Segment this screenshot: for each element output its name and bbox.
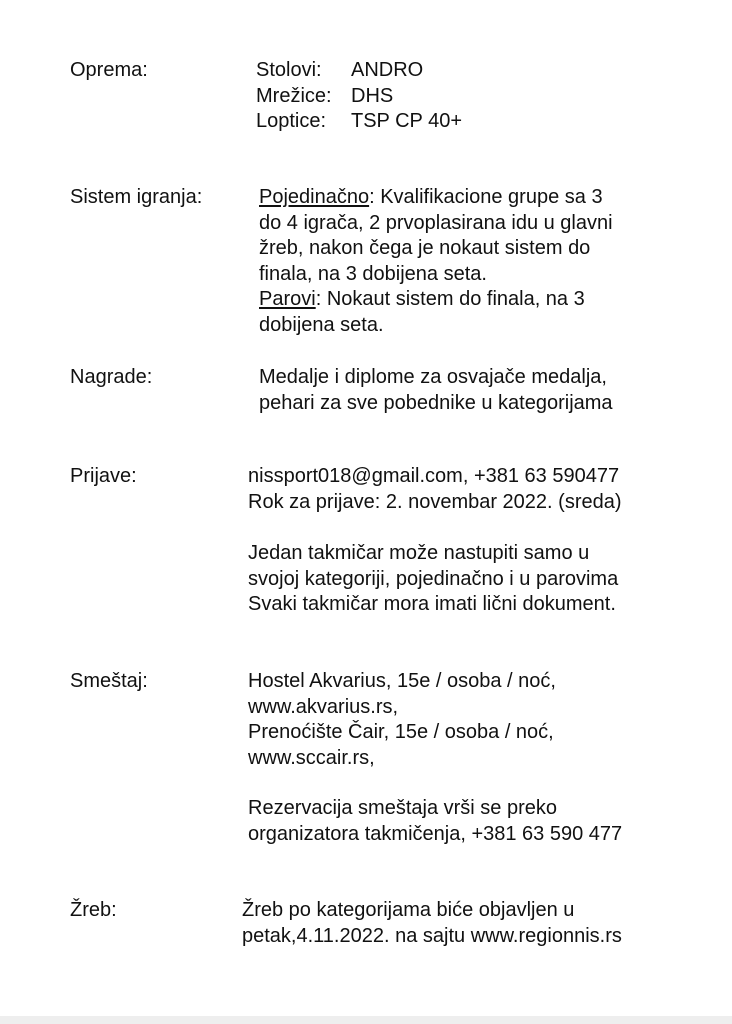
sistem-label: Sistem igranja:	[70, 186, 203, 208]
smestaj-line: Hostel Akvarius, 15e / osoba / noć,	[248, 670, 556, 692]
nagrade-label: Nagrade:	[70, 366, 153, 388]
oprema-value: TSP CP 40+	[351, 110, 462, 132]
parovi-term: Parovi	[259, 288, 316, 310]
oprema-item-loptice	[256, 109, 462, 135]
prijave-rule-line: Svaki takmičar mora imati lični dokument.	[248, 593, 616, 615]
zreb-line: petak,4.11.2022. na sajtu www.regionnis.rs	[242, 924, 622, 947]
prijave-label: Prijave:	[70, 465, 137, 487]
sistem-text	[259, 185, 613, 338]
smestaj-reservation	[248, 796, 622, 847]
prijave-contact	[248, 464, 622, 515]
nagrade-line: Medalje i diplome za osvajače medalja,	[259, 366, 607, 388]
prijave-rule-line: svojoj kategoriji, pojedinačno i u parovima	[248, 567, 619, 590]
oprema-value: DHS	[351, 84, 394, 107]
pojedinacno-term: Pojedinačno	[259, 186, 370, 208]
prijave-rule-line: Jedan takmičar može nastupiti samo u	[248, 542, 590, 564]
smestaj-hostels	[248, 669, 556, 771]
sistem-line: žreb, nakon čega je nokaut sistem do	[259, 237, 591, 259]
smestaj-label: Smeštaj:	[70, 670, 148, 692]
sistem-line: do 4 igrača, 2 prvoplasirana idu u glavni	[259, 211, 613, 234]
nagrade-text	[259, 365, 613, 416]
nagrade-line: pehari za sve pobednike u kategorijama	[259, 391, 613, 414]
oprema-item-mrezice	[256, 84, 462, 110]
prijave-line: nissport018@gmail.com, +381 63 590477	[248, 465, 620, 487]
prijave-line: Rok za prijave: 2. novembar 2022. (sreda)	[248, 490, 622, 513]
sistem-line-text: : Nokaut sistem do finala, na 3	[315, 288, 585, 310]
oprema-value: ANDRO	[351, 59, 424, 81]
smestaj-line: www.sccair.rs,	[248, 746, 375, 769]
zreb-line: Žreb po kategorijama biće objavljen u	[242, 899, 575, 921]
oprema-key: Loptice:	[256, 110, 327, 132]
oprema-list	[256, 58, 462, 135]
smestaj-line: www.akvarius.rs,	[248, 695, 399, 718]
sistem-line	[259, 185, 613, 211]
sistem-line-text: : Kvalifikacione grupe sa 3	[369, 186, 603, 208]
sistem-line: finala, na 3 dobijena seta.	[259, 262, 487, 285]
page-bottom-edge	[0, 1016, 732, 1024]
oprema-label: Oprema:	[70, 59, 148, 81]
zreb-label: Žreb:	[70, 899, 117, 921]
prijave-rules	[248, 541, 618, 618]
sistem-line	[259, 287, 613, 313]
oprema-item-stolovi	[256, 58, 462, 84]
oprema-key: Stolovi:	[256, 59, 322, 81]
smestaj-reservation-line: Rezervacija smeštaja vrši se preko	[248, 797, 557, 819]
oprema-key: Mrežice:	[256, 84, 332, 107]
zreb-text	[242, 898, 622, 949]
sistem-line: dobijena seta.	[259, 313, 384, 336]
smestaj-line: Prenoćište Čair, 15e / osoba / noć,	[248, 721, 554, 743]
smestaj-reservation-line: organizatora takmičenja, +381 63 590 477	[248, 822, 623, 845]
